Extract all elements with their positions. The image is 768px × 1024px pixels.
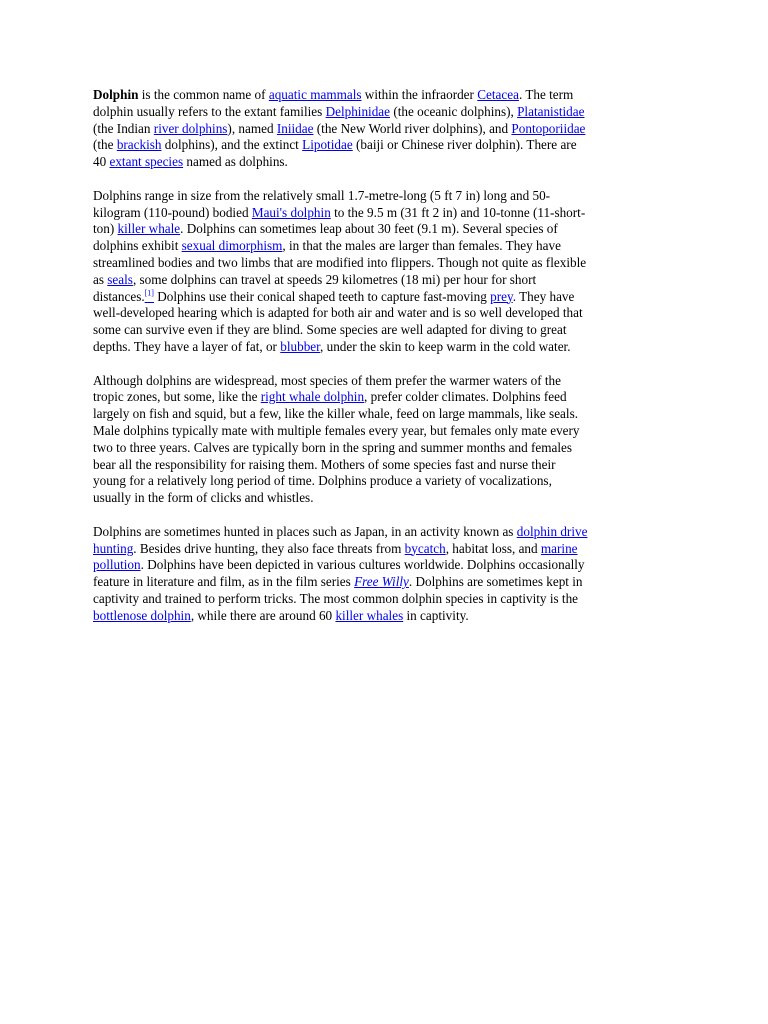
text-run: . Dolphins can sometimes leap about 30 feet (9.1 m). Several species of dolphins exhibit	[93, 221, 558, 254]
text-run: . Dolphins are sometimes kept in captivity and trained to perform tricks. The most common dolphin species in captivity is the	[93, 574, 583, 606]
link-killer-whales[interactable]: killer whales	[335, 607, 404, 623]
citation-link-1[interactable]	[145, 289, 154, 304]
text-run: , some dolphins can travel at speeds 29 kilometres (18 mi) per hour for short distances.	[93, 271, 537, 304]
text-run: , prefer colder climates. Dolphins feed largely on fish and squid, but a few, like the killer whale, feed on large mammals, like seals. Male dolphins typically mate with multiple females every year, but females only mate every two to three years. Calves are typically born in the spring and summer months and females bear all the responsibility for raising them. Mothers of some species fast and nurse their young for a relatively long period of time. Dolphins produce a variety of vocalizations, usually in the form of clicks and whistles.	[93, 389, 580, 506]
link-seals[interactable]: seals	[107, 271, 133, 287]
link-cetacea[interactable]: Cetacea	[477, 87, 519, 102]
text-run: , in that the males are larger than females. They have streamlined bodies and two limbs that are modified into flippers. Though not quite as flexible as	[93, 238, 587, 287]
link-iniidae[interactable]: Iniidae	[276, 120, 314, 136]
link-pontoporiidae[interactable]: Pontoporiidae	[511, 120, 586, 136]
text-run: Dolphins range in size from the relatively small 1.7-metre-long (5 ft 7 in) long and 50- kilogram (110-pound) bodied	[93, 187, 551, 220]
paragraph-habitat	[93, 373, 675, 507]
link-prey[interactable]: prey	[490, 288, 513, 304]
text-run: (the Indian	[93, 120, 151, 136]
link-free-willy[interactable]	[354, 574, 409, 589]
link-right-whale-dolphin[interactable]: right whale dolphin	[260, 389, 365, 405]
link-maui-s-dolphin[interactable]: Maui's dolphin	[251, 204, 331, 220]
text-run: (baiji or Chinese river dolphin). There are 40	[93, 137, 577, 170]
link-blubber[interactable]: blubber	[280, 338, 321, 354]
link-killer-whale[interactable]: killer whale	[117, 221, 181, 237]
text-run: Dolphins use their conical shaped teeth to capture fast-moving	[153, 288, 491, 304]
link-dolphin-drive-hunting[interactable]: dolphin drive hunting	[93, 523, 588, 556]
paragraph-size	[93, 188, 675, 356]
paragraph-intro	[93, 87, 675, 171]
text-run: to the 9.5 m (31 ft 2 in) and 10-tonne (11-short- ton)	[93, 204, 586, 237]
text-run: ), named	[227, 120, 277, 136]
citation-superscript: [1]	[144, 288, 154, 298]
text-run: (the	[93, 137, 114, 153]
text-run: is the common name of	[138, 87, 269, 102]
link-bottlenose-dolphin[interactable]: bottlenose dolphin	[93, 607, 191, 623]
link-platanistidae[interactable]: Platanistidae	[517, 103, 585, 119]
text-run: in captivity.	[403, 607, 469, 623]
text-run: . They have well-developed hearing which is adapted for both air and water and is so well developed that some can survive even if they are blind. Some species are well adapted for diving to great depths. They have a layer of fat, or	[93, 288, 583, 354]
text-run: within the infraorder	[361, 87, 478, 102]
text-run: dolphins), and the extinct	[161, 137, 303, 153]
link-brackish[interactable]: brackish	[116, 137, 162, 153]
document-page	[93, 87, 675, 641]
link-lipotidae[interactable]: Lipotidae	[302, 137, 353, 153]
text-run: (the New World river dolphins), and	[313, 120, 512, 136]
text-run: . The term dolphin usually refers to the extant families	[93, 87, 574, 119]
text-run: named as dolphins.	[183, 154, 288, 170]
link-marine-pollution[interactable]: marine pollution	[93, 540, 578, 573]
text-run: , habitat loss, and	[445, 540, 541, 556]
bold-term: Dolphin	[93, 87, 139, 102]
text-run: . Dolphins have been depicted in various cultures worldwide. Dolphins occasionally feature in literature and film, as in the film series	[93, 557, 585, 590]
italic-title: Free Willy	[354, 574, 409, 590]
text-run: , while there are around 60	[190, 607, 336, 623]
text-run: Although dolphins are widespread, most species of them prefer the warmer waters of the tropic zones, but some, like the	[93, 372, 562, 405]
link-extant-species[interactable]: extant species	[109, 154, 184, 170]
text-run: . Besides drive hunting, they also face threats from	[133, 540, 405, 556]
paragraph-threats	[93, 524, 675, 625]
link-aquatic-mammals[interactable]: aquatic mammals	[268, 87, 362, 102]
link-delphinidae[interactable]: Delphinidae	[325, 103, 391, 119]
text-run: , under the skin to keep warm in the cold water.	[320, 338, 571, 354]
link-river-dolphins[interactable]: river dolphins	[153, 120, 228, 136]
text-run: Dolphins are sometimes hunted in places such as Japan, in an activity known as	[93, 523, 517, 539]
link-bycatch[interactable]: bycatch	[404, 540, 446, 556]
link-sexual-dimorphism[interactable]: sexual dimorphism	[181, 238, 283, 254]
text-run: (the oceanic dolphins),	[390, 103, 518, 119]
